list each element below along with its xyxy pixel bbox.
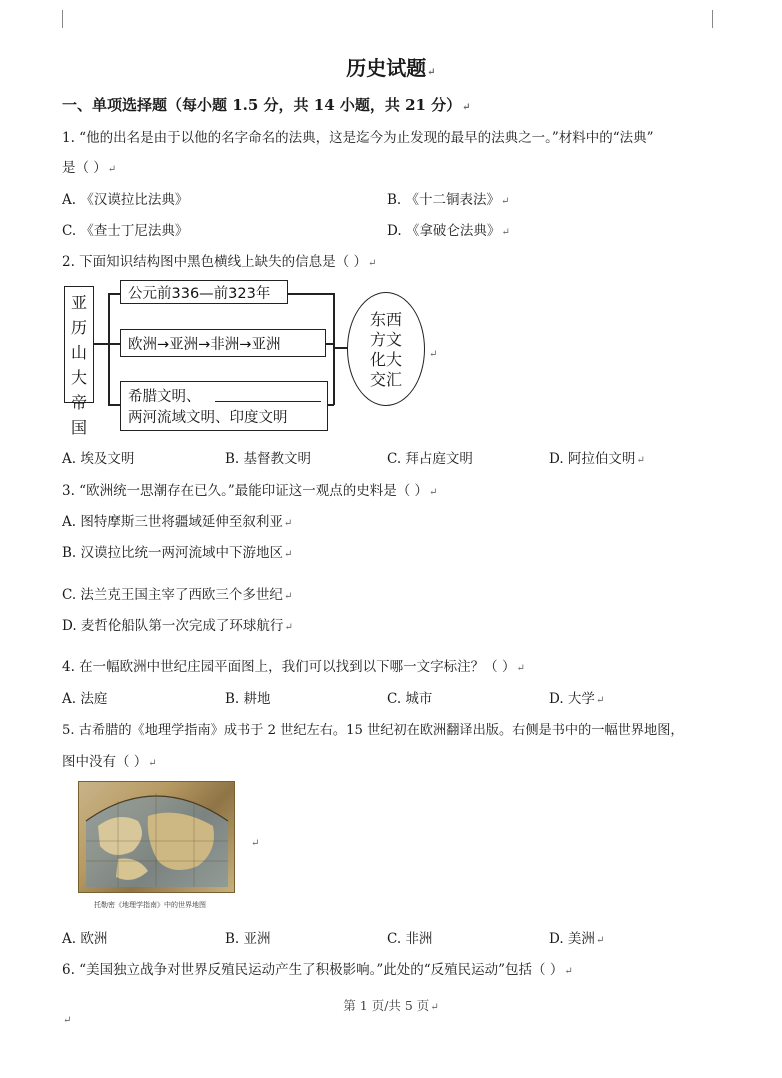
q5-option-a: A. 欧洲: [62, 931, 108, 947]
q2-stem: 2. 下面知识结构图中黑色横线上缺失的信息是（ ）↵: [62, 254, 377, 270]
margin-mark-left: [62, 10, 63, 28]
q2-option-b: B. 基督教文明: [225, 451, 312, 467]
q3-option-c: C. 法兰克王国主宰了西欧三个多世纪↵: [62, 587, 293, 603]
end-paragraph-mark: ↵: [63, 1015, 72, 1026]
q4-option-d: D. 大学↵: [549, 691, 605, 707]
diagram-box-civilizations: 希腊文明、 两河流域文明、印度文明: [120, 381, 328, 431]
q1-option-d: D. 《拿破仑法典》↵: [387, 223, 510, 239]
section-heading: 一、单项选择题（每小题 1.5 分，共 14 小题，共 21 分）↵: [62, 96, 471, 114]
diagram-right-ellipse: [347, 292, 425, 406]
map-caption: 托勒密《地理学指南》中的世界地图: [94, 901, 206, 909]
world-map-illustration: [78, 781, 235, 893]
page-title: 历史试题↵: [346, 56, 436, 80]
q3-option-a: A. 图特摩斯三世将疆域延伸至叙利亚↵: [62, 514, 293, 530]
blank-line: [215, 401, 321, 402]
margin-mark-right: [712, 10, 713, 28]
q1-option-c: C. 《查士丁尼法典》: [62, 223, 189, 239]
q5-stem-line1: 5. 古希腊的《地理学指南》成书于 2 世纪左右。15 世纪初在欧洲翻译出版。右侧是书中的一幅世界地图，: [62, 723, 684, 738]
connector: [108, 293, 120, 295]
connector: [94, 343, 108, 345]
q6-stem: 6. “美国独立战争对世界反殖民运动产生了积极影响。”此处的“反殖民运动”包括（ ）↵: [62, 962, 573, 978]
q1-stem-line1: 1. “他的出名是由于以他的名字命名的法典，这是迄今为止发现的最早的法典之一。”材料中的“法典”: [62, 130, 654, 146]
connector: [108, 404, 120, 406]
q1-option-b: B. 《十二铜表法》↵: [387, 192, 510, 208]
q3-option-d: D. 麦哲伦船队第一次完成了环球航行↵: [62, 618, 293, 634]
connector: [288, 293, 334, 295]
diagram-right-label: 东西方文化大交汇: [369, 310, 402, 389]
q2-option-c: C. 拜占庭文明: [387, 451, 473, 467]
q4-stem: 4. 在一幅欧洲中世纪庄园平面图上，我们可以找到以下哪一文字标注？（ ）↵: [62, 659, 525, 675]
q3-stem: 3. “欧洲统一思潮存在已久。”最能印证这一观点的史料是（ ）↵: [62, 483, 438, 499]
q5-option-b: B. 亚洲: [225, 931, 271, 947]
q3-option-b: B. 汉谟拉比统一两河流域中下游地区↵: [62, 545, 293, 561]
connector: [334, 347, 348, 349]
q5-option-d: D. 美洲↵: [549, 931, 605, 947]
q1-option-a: A. 《汉谟拉比法典》: [62, 192, 189, 208]
page-footer: 第 1 页/共 5 页↵: [343, 998, 439, 1013]
q5-stem-line2: 图中没有（ ）↵: [62, 754, 157, 770]
q1-stem-line2: 是（ ）↵: [62, 160, 117, 176]
diagram-box-period: 公元前336—前323年: [120, 280, 288, 304]
connector: [108, 293, 110, 405]
q5-option-c: C. 非洲: [387, 931, 433, 947]
world-map-image: [78, 781, 235, 893]
connector: [333, 293, 335, 405]
knowledge-structure-diagram: 亚历山大帝国 公元前336—前323年 欧洲→亚洲→非洲→亚洲 希腊文明、 两河流域文明、印度文明 东西方文化大交汇 ↵: [62, 283, 452, 433]
q2-option-a: A. 埃及文明: [62, 451, 135, 467]
diagram-box-route: 欧洲→亚洲→非洲→亚洲: [120, 329, 326, 357]
diagram-left-box: [64, 286, 94, 437]
q2-option-d: D. 阿拉伯文明↵: [549, 451, 645, 467]
q4-option-a: A. 法庭: [62, 691, 108, 707]
q4-option-b: B. 耕地: [225, 691, 271, 707]
connector: [108, 343, 120, 345]
diagram-left-label: 亚历山大帝国: [70, 293, 87, 437]
q4-option-c: C. 城市: [387, 691, 433, 707]
